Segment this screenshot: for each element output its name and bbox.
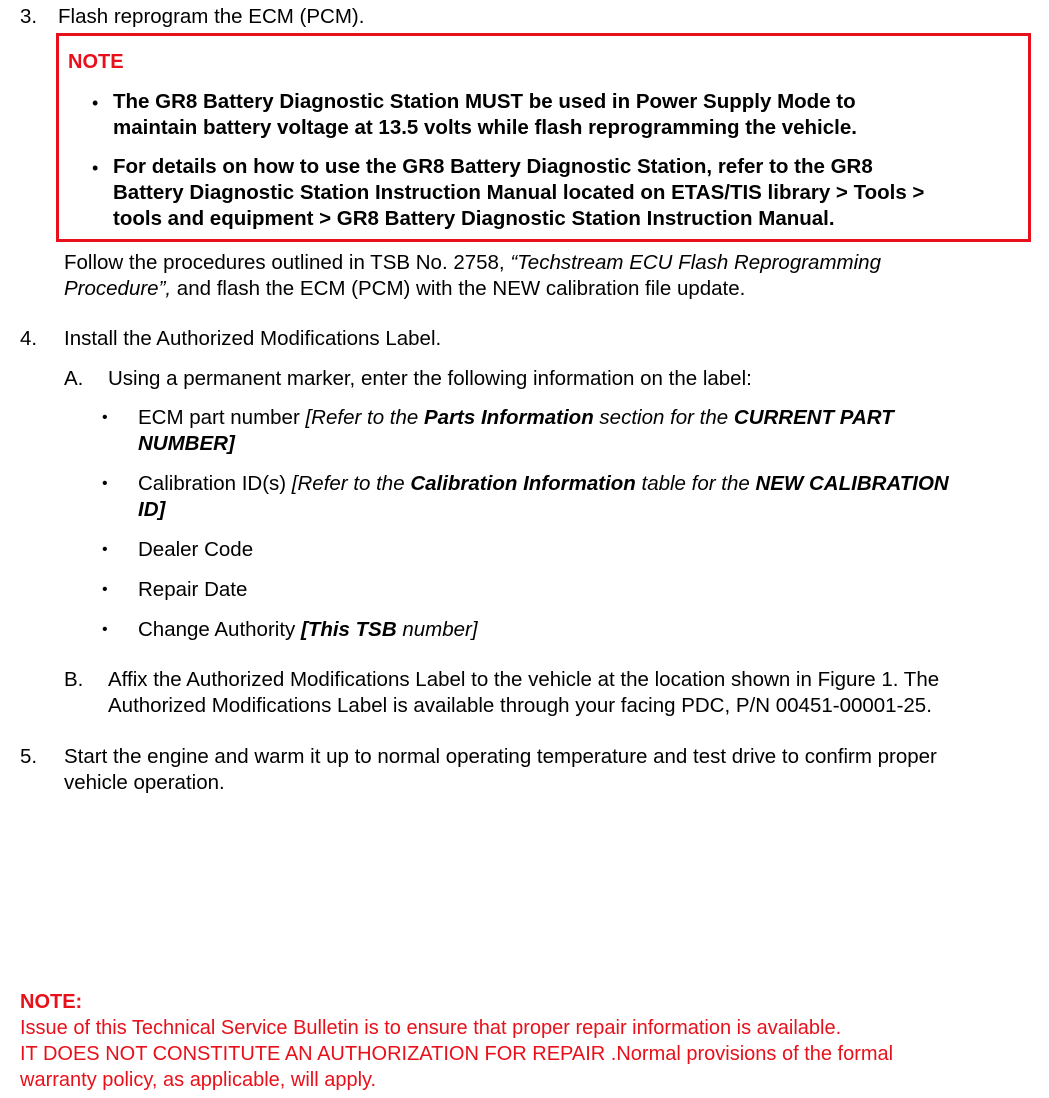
ecm-ref-target: CURRENT PART [733, 406, 894, 429]
substep-b-line-2: Authorized Modifications Label is available through your facing PDC, P/N 00451-00001-25. [108, 694, 932, 717]
ecm-label: ECM part number [138, 406, 306, 429]
ecm-ref-1: [Refer to the [305, 406, 424, 429]
step-5-number: 5. [20, 745, 38, 768]
bullet-dot: • [102, 621, 108, 638]
step-3-title: Flash reprogram the ECM (PCM). [58, 5, 365, 28]
tsb-title-end: Procedure”, [64, 277, 172, 300]
bullet-dot: • [102, 409, 108, 426]
footer-note-label: NOTE: [20, 991, 83, 1013]
cal-ref-target-end: ID] [138, 498, 166, 521]
substep-b-letter: B. [64, 668, 84, 691]
bullet-dot: • [92, 158, 99, 178]
step-4-number: 4. [20, 327, 38, 350]
substep-b-line-1: Affix the Authorized Modifications Label to the vehicle at the location shown in Figure 1. The [108, 668, 940, 691]
step-5-line-2: vehicle operation. [64, 771, 225, 794]
step-4-title: Install the Authorized Modifications Label. [64, 327, 442, 350]
step-3-number: 3. [20, 5, 38, 28]
dealer-code-item: Dealer Code [138, 538, 254, 561]
bullet-dot: • [92, 93, 99, 113]
note-label: NOTE [68, 51, 124, 73]
substep-a-letter: A. [64, 367, 84, 390]
ecm-ref-target-end: NUMBER] [138, 432, 235, 455]
follow-line-1 [64, 250, 881, 276]
step-5-line-1: Start the engine and warm it up to normal operating temperature and test drive to confirm proper [64, 745, 937, 768]
change-label: Change Authority [138, 618, 301, 641]
bullet-dot: • [102, 475, 108, 492]
ecm-ref-2: section for the [593, 406, 734, 429]
footer-line-1: Issue of this Technical Service Bulletin is to ensure that proper repair information is available. [20, 1017, 842, 1039]
calibration-id-item [138, 471, 949, 497]
follow-pre: Follow the procedures outlined in TSB No. 2758, [64, 251, 511, 274]
change-ref-bold: [This TSB [300, 618, 397, 641]
cal-ref-section: Calibration Information [410, 472, 636, 495]
ecm-part-number-item [138, 405, 894, 431]
note-bullet-2-line-2: Battery Diagnostic Station Instruction Manual located on ETAS/TIS library > Tools > [113, 181, 925, 204]
note-bullet-2-line-3: tools and equipment > GR8 Battery Diagnostic Station Instruction Manual. [113, 207, 835, 230]
follow-line-2 [64, 276, 745, 302]
note-bullet-2-line-1: For details on how to use the GR8 Battery Diagnostic Station, refer to the GR8 [113, 155, 873, 178]
cal-label: Calibration ID(s) [138, 472, 292, 495]
ecm-ref-section: Parts Information [424, 406, 594, 429]
note-bullet-1-line-1: The GR8 Battery Diagnostic Station MUST be used in Power Supply Mode to [113, 90, 856, 113]
cal-ref-2: table for the [635, 472, 756, 495]
repair-date-item: Repair Date [138, 578, 248, 601]
footer-line-2: IT DOES NOT CONSTITUTE AN AUTHORIZATION FOR REPAIR .Normal provisions of the formal [20, 1043, 894, 1065]
change-ref: number] [396, 618, 478, 641]
tsb-title: “Techstream ECU Flash Reprogramming [510, 251, 881, 274]
bullet-dot: • [102, 541, 108, 558]
cal-ref-target: NEW CALIBRATION [755, 472, 949, 495]
follow-post: and flash the ECM (PCM) with the NEW calibration file update. [171, 277, 746, 300]
footer-line-3: warranty policy, as applicable, will apply. [20, 1069, 377, 1091]
change-authority-item [138, 617, 478, 643]
substep-a-text: Using a permanent marker, enter the following information on the label: [108, 367, 752, 390]
cal-ref-1: [Refer to the [291, 472, 411, 495]
bullet-dot: • [102, 581, 108, 598]
note-bullet-1-line-2: maintain battery voltage at 13.5 volts while flash reprogramming the vehicle. [113, 116, 857, 139]
